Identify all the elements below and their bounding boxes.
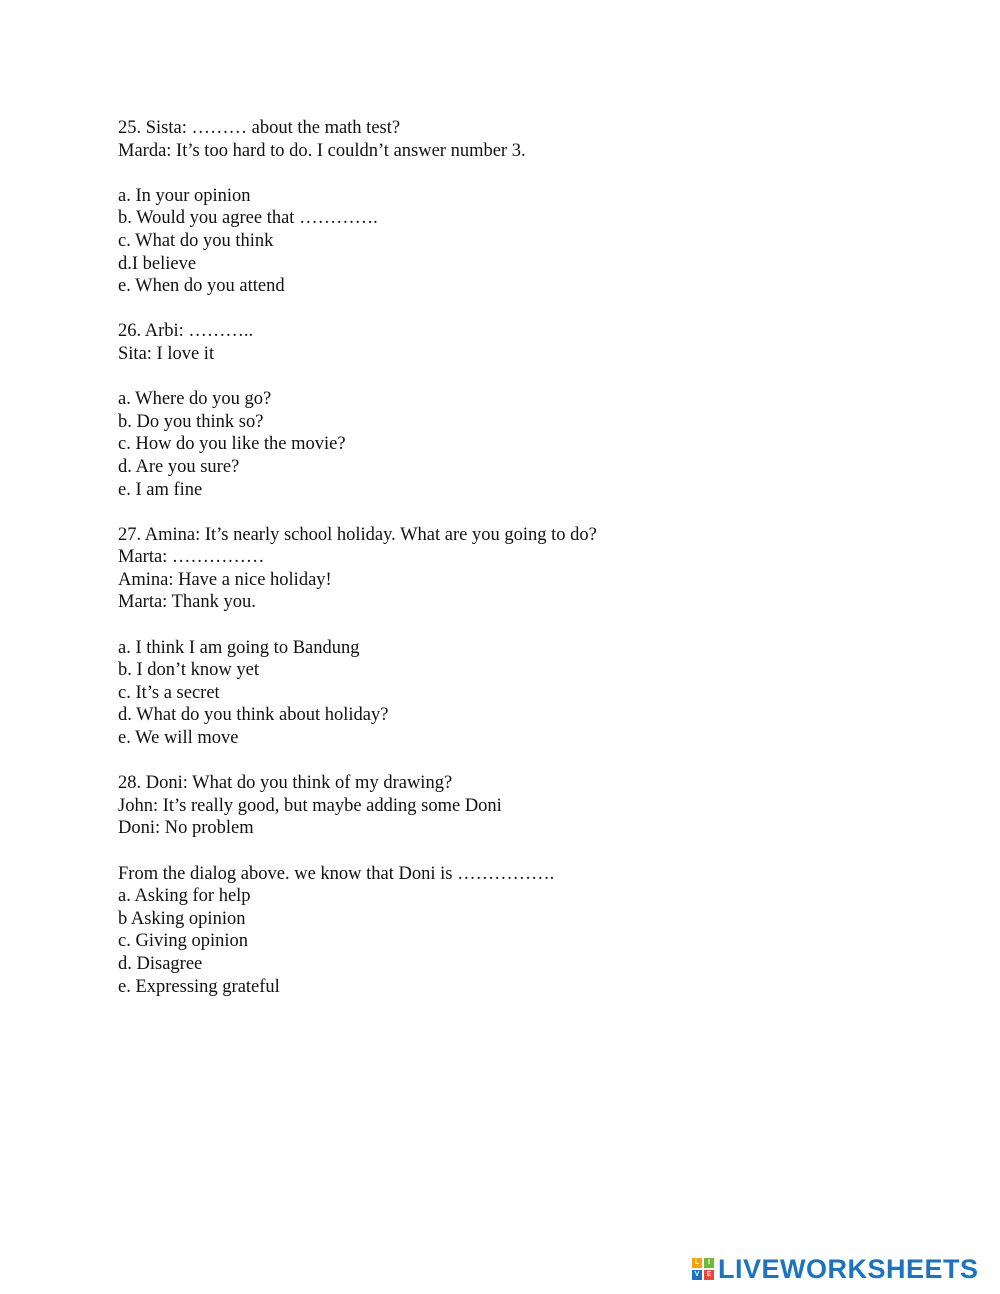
logo-mark-tile: L [692, 1258, 702, 1268]
answer-option: b. Do you think so? [118, 411, 264, 432]
answer-option: c. How do you like the movie? [118, 434, 346, 455]
spacer [118, 298, 938, 321]
answer-option: c. What do you think [118, 230, 274, 251]
worksheet-page [118, 117, 938, 998]
dialog-line: Marda: It’s too hard to do. I couldn’t answer number 3. [118, 140, 526, 161]
logo-text: LIVEWORKSHEETS [718, 1254, 979, 1284]
liveworksheets-logo[interactable] [692, 1252, 979, 1286]
dialog-line: 28. Doni: What do you think of my drawing? [118, 773, 453, 794]
answer-option: d. What do you think about holiday? [118, 705, 389, 726]
answer-option: b. I don’t know yet [118, 660, 259, 681]
dialog-line: 26. Arbi: ……….. [118, 321, 254, 342]
spacer [118, 162, 938, 185]
spacer [118, 840, 938, 863]
dialog-line: Amina: Have a nice holiday! [118, 569, 332, 590]
answer-option: e. We will move [118, 728, 239, 749]
dialog-line: Doni: No problem [118, 818, 254, 839]
dialog-line: Sita: I love it [118, 343, 215, 364]
logo-mark-tile: V [692, 1270, 702, 1280]
spacer [118, 366, 938, 389]
question-25 [118, 117, 938, 298]
question-prompt: From the dialog above. we know that Doni is ……………. [118, 863, 555, 884]
dialog-line: Marta: Thank you. [118, 592, 256, 613]
answer-option: a. Where do you go? [118, 389, 272, 410]
question-28 [118, 772, 938, 998]
answer-option: e. I am fine [118, 479, 203, 500]
logo-mark-icon [692, 1258, 714, 1280]
spacer [118, 750, 938, 773]
logo-mark-tile: I [704, 1258, 714, 1268]
dialog-line: 27. Amina: It’s nearly school holiday. What are you going to do? [118, 524, 597, 545]
question-27 [118, 524, 938, 750]
answer-option: e. Expressing grateful [118, 976, 280, 997]
answer-option: d.I believe [118, 253, 197, 274]
answer-option: e. When do you attend [118, 276, 285, 297]
answer-option: a. In your opinion [118, 185, 251, 206]
answer-option: d. Disagree [118, 953, 203, 974]
answer-option: c. It’s a secret [118, 682, 220, 703]
question-26 [118, 320, 938, 501]
dialog-line: 25. Sista: ……… about the math test? [118, 118, 401, 138]
logo-mark-tile: E [704, 1270, 714, 1280]
answer-option: c. Giving opinion [118, 931, 249, 952]
answer-option: b Asking opinion [118, 908, 246, 929]
answer-option: a. I think I am going to Bandung [118, 637, 360, 658]
answer-option: d. Are you sure? [118, 456, 240, 477]
dialog-line: Marta: …………… [118, 547, 265, 568]
answer-option: b. Would you agree that …………. [118, 208, 378, 229]
answer-option: a. Asking for help [118, 886, 251, 907]
spacer [118, 614, 938, 637]
dialog-line: John: It’s really good, but maybe adding some Doni [118, 795, 502, 816]
spacer [118, 501, 938, 524]
